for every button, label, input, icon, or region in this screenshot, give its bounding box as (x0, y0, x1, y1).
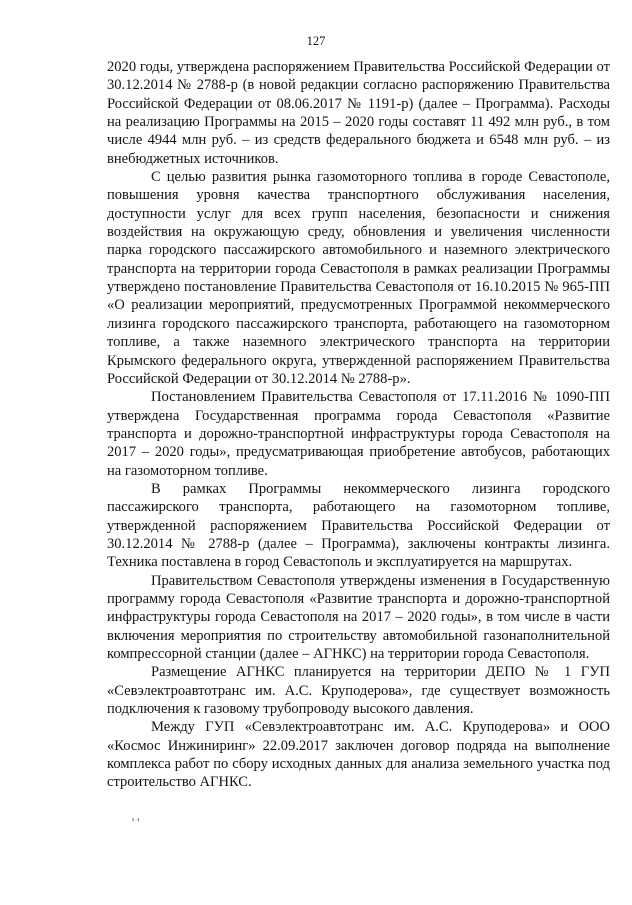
paragraph-program-changes: Правительством Севастополя утверждены изменения в Государственную программу города Севастополя «Развитие транспорта и дорожно-транспортной инфраструктуры города Севастополя на 2017 – 2020 годы», в том числе в части включения мероприятия по строительству автомобильной газонаполнительной компрессорной станции (далее – АГНКС) на территории города Севастополя. (107, 572, 610, 662)
paragraph-contract: Между ГУП «Севэлектроавтотранс им. А.С. Круподерова» и ООО «Космос Инжиниринг» 22.09.2017 заключен договор подряда на выполнение комплекса работ по сбору исходных данных для анализа земельного участка под строительство АГНКС. (107, 719, 610, 791)
page-number: 127 (306, 34, 326, 48)
paragraph-leasing-contracts: В рамках Программы некоммерческого лизинга городского пассажирского транспорта, работающего на газомоторном топливе, утвержденной распоряжением Правительства Российской Федерации от 30.12.2014 № 2788-р (далее – Программа), заключены контракты лизинга. Техника поставлена в город Севастополь и эксплуатируется на маршрутах. (107, 480, 610, 571)
paragraph-agnks-placement: Размещение АГНКС планируется на территории ДЕПО № 1 ГУП «Севэлектроавтотранс им. А.С. Круподерова», где существует возможность подключения к газовому трубопроводу высокого давления. (107, 664, 610, 718)
page-body (107, 58, 610, 792)
paragraph-program-continuation: 2020 годы, утверждена распоряжением Правительства Российской Федерации от 30.12.2014 № 2788-р (в новой редакции согласно распоряжению Правительства Российской Федерации от 08.06.2017 № 1191-р) (далее – Программа). Расходы на реализацию Программы на 2015 – 2020 годы составят 11 492 млн руб., в том числе 4944 млн руб. – из средств федерального бюджета и 6548 млн руб. – из внебюджетных источников. (107, 59, 610, 167)
paragraph-state-program: Постановлением Правительства Севастополя от 17.11.2016 № 1090-ПП утверждена Государственная программа города Севастополя «Развитие транспорта и дорожно-транспортной инфраструктуры города Севастополя на 2017 – 2020 годы», предусматривающая приобретение автобусов, работающих на газомоторном топливе. (107, 389, 610, 479)
bottom-mark: ' ' (132, 815, 140, 829)
paragraph-gas-fuel-market: С целью развития рынка газомоторного топлива в городе Севастополе, повышения уровня качества транспортного обслуживания населения, доступности услуг для всех групп населения, безопасности и снижения воздействия на окружающую среду, обновления и увеличения численности парка городского пассажирского автомобильного и наземного электрического транспорта на территории города Севастополя в рамках реализации Программы утверждено постановление Правительства Севастополя от 16.10.2015 № 965-ПП «О реализации мероприятий, предусмотренных Программой некоммерческого лизинга городского пассажирского транспорта, работающего на газомоторном топливе, а также наземного электрического транспорта на территории Крымского федерального округа, утвержденной распоряжением Правительства Российской Федерации от 30.12.2014 № 2788-р». (107, 169, 610, 387)
